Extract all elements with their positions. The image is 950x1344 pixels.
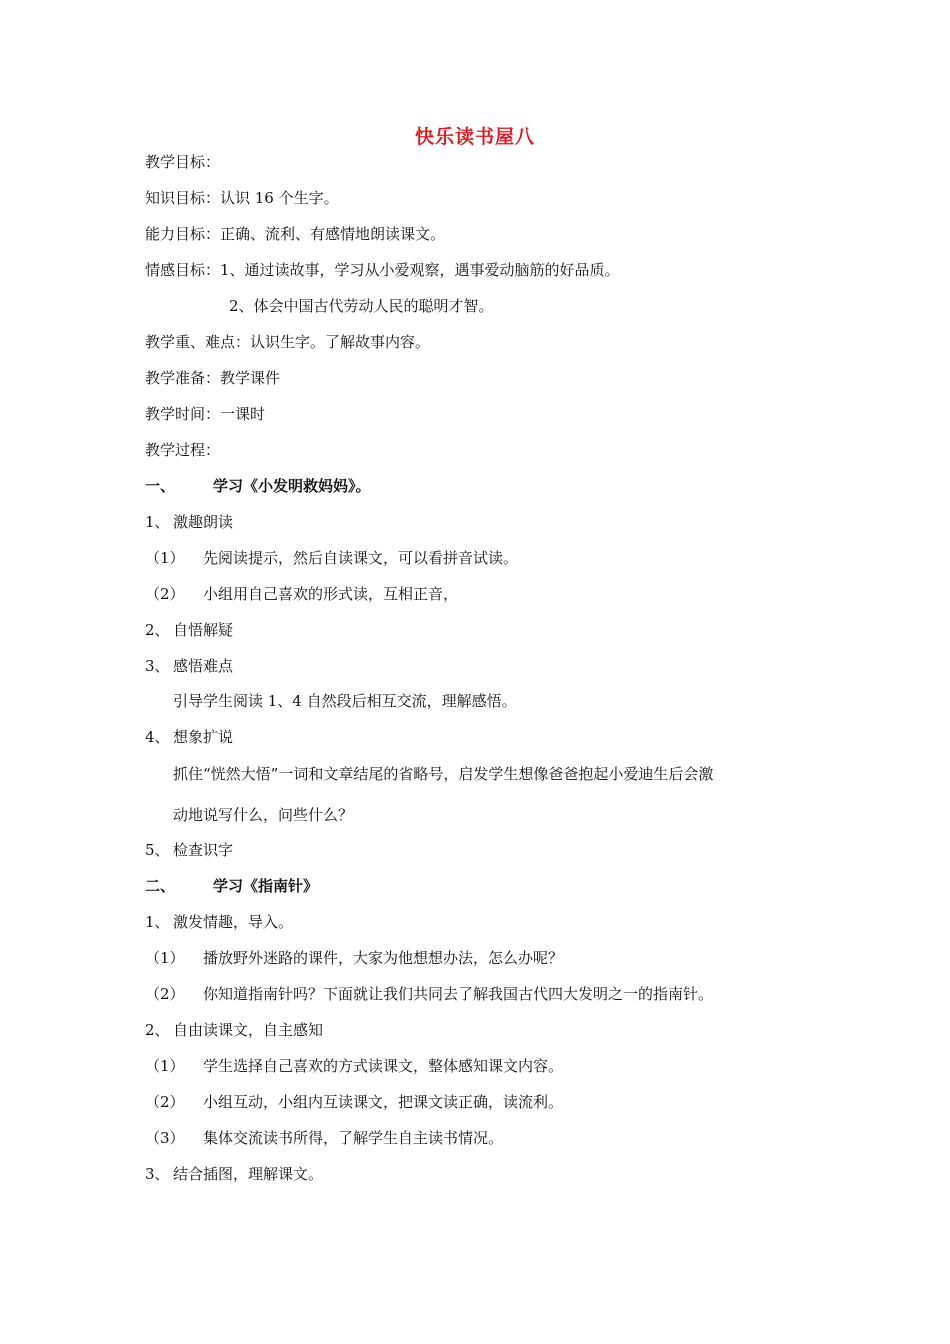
section-2-item-2-sub-1 <box>145 1056 563 1076</box>
section-1-number: 一、 <box>145 477 176 495</box>
item-text: 自悟解疑 <box>173 621 234 639</box>
key-points: 教学重、难点：认识生字。了解故事内容。 <box>145 333 431 351</box>
section-1-heading <box>145 476 371 496</box>
sub-item-text: 小组用自己喜欢的形式读，互相正音， <box>203 585 459 603</box>
sub-item-number: （3） <box>145 1129 185 1147</box>
emotion-objective-1: 情感目标：1、通过读故事，学习从小爱观察，遇事爱动脑筋的好品质。 <box>145 261 620 279</box>
section-1-item-1 <box>145 512 233 532</box>
sub-item-text: 集体交流读书所得，了解学生自主读书情况。 <box>203 1129 504 1147</box>
emotion-objective-2: 2、体会中国古代劳动人民的聪明才智。 <box>229 297 494 315</box>
item-number: 2、 <box>145 1021 170 1039</box>
sub-item-text: 学生选择自己喜欢的方式读课文，整体感知课文内容。 <box>203 1057 564 1075</box>
item-number: 5、 <box>145 841 170 859</box>
sub-item-number: （1） <box>145 1057 185 1075</box>
sub-item-number: （2） <box>145 985 185 1003</box>
item-text: 感悟难点 <box>173 657 234 675</box>
sub-item-number: （1） <box>145 949 185 967</box>
item-text: 激趣朗读 <box>173 513 234 531</box>
section-2-item-1 <box>145 912 293 932</box>
section-1-item-4-detail-1: 抓住“恍然大悟”一词和文章结尾的省略号，启发学生想像爸爸抱起小爱迪生后会激 <box>173 765 714 783</box>
section-1-title: 学习《小发明救妈妈》。 <box>213 477 371 495</box>
sub-item-number: （1） <box>145 549 185 567</box>
objectives-heading: 教学目标： <box>145 153 221 171</box>
preparation: 教学准备：教学课件 <box>145 369 281 387</box>
section-2-item-2 <box>145 1020 323 1040</box>
item-text: 激发情趣，导入。 <box>173 913 294 931</box>
section-1-item-3-detail: 引导学生阅读 1、4 自然段后相互交流，理解感悟。 <box>173 692 517 710</box>
section-2-item-1-sub-1 <box>145 948 563 968</box>
sub-item-text: 播放野外迷路的课件，大家为他想想办法，怎么办呢？ <box>203 949 564 967</box>
item-text: 检查识字 <box>173 841 234 859</box>
item-number: 2、 <box>145 621 170 639</box>
section-1-item-4-detail-2: 动地说写什么，问些什么？ <box>173 806 354 824</box>
sub-item-text: 你知道指南针吗？下面就让我们共同去了解我国古代四大发明之一的指南针。 <box>203 985 714 1003</box>
section-1-item-1-sub-2 <box>145 584 458 604</box>
item-text: 自由读课文，自主感知 <box>173 1021 324 1039</box>
section-1-item-4 <box>145 727 233 747</box>
sub-item-text: 小组互动，小组内互读课文，把课文读正确，读流利。 <box>203 1093 564 1111</box>
item-text: 结合插图，理解课文。 <box>173 1165 324 1183</box>
item-number: 1、 <box>145 913 170 931</box>
section-2-number: 二、 <box>145 877 176 895</box>
ability-objective: 能力目标：正确、流利、有感情地朗读课文。 <box>145 225 446 243</box>
knowledge-objective: 知识目标：认识 16 个生字。 <box>145 189 339 207</box>
section-1-item-2 <box>145 620 233 640</box>
section-2-item-2-sub-3 <box>145 1128 503 1148</box>
sub-item-number: （2） <box>145 1093 185 1111</box>
process-heading: 教学过程： <box>145 441 221 459</box>
sub-item-number: （2） <box>145 585 185 603</box>
item-number: 3、 <box>145 1165 170 1183</box>
section-1-item-3 <box>145 656 233 676</box>
section-2-title: 学习《指南针》 <box>213 877 319 895</box>
section-2-item-2-sub-2 <box>145 1092 563 1112</box>
teaching-time: 教学时间：一课时 <box>145 405 266 423</box>
item-number: 4、 <box>145 728 170 746</box>
section-2-item-3 <box>145 1164 323 1184</box>
item-text: 想象扩说 <box>173 728 234 746</box>
item-number: 1、 <box>145 513 170 531</box>
section-1-item-1-sub-1 <box>145 548 518 568</box>
section-2-item-1-sub-2 <box>145 984 713 1004</box>
page-title: 快乐读书屋八 <box>414 126 535 148</box>
item-number: 3、 <box>145 657 170 675</box>
section-2-heading <box>145 876 318 896</box>
section-1-item-5 <box>145 840 233 860</box>
sub-item-text: 先阅读提示，然后自读课文，可以看拼音试读。 <box>203 549 519 567</box>
